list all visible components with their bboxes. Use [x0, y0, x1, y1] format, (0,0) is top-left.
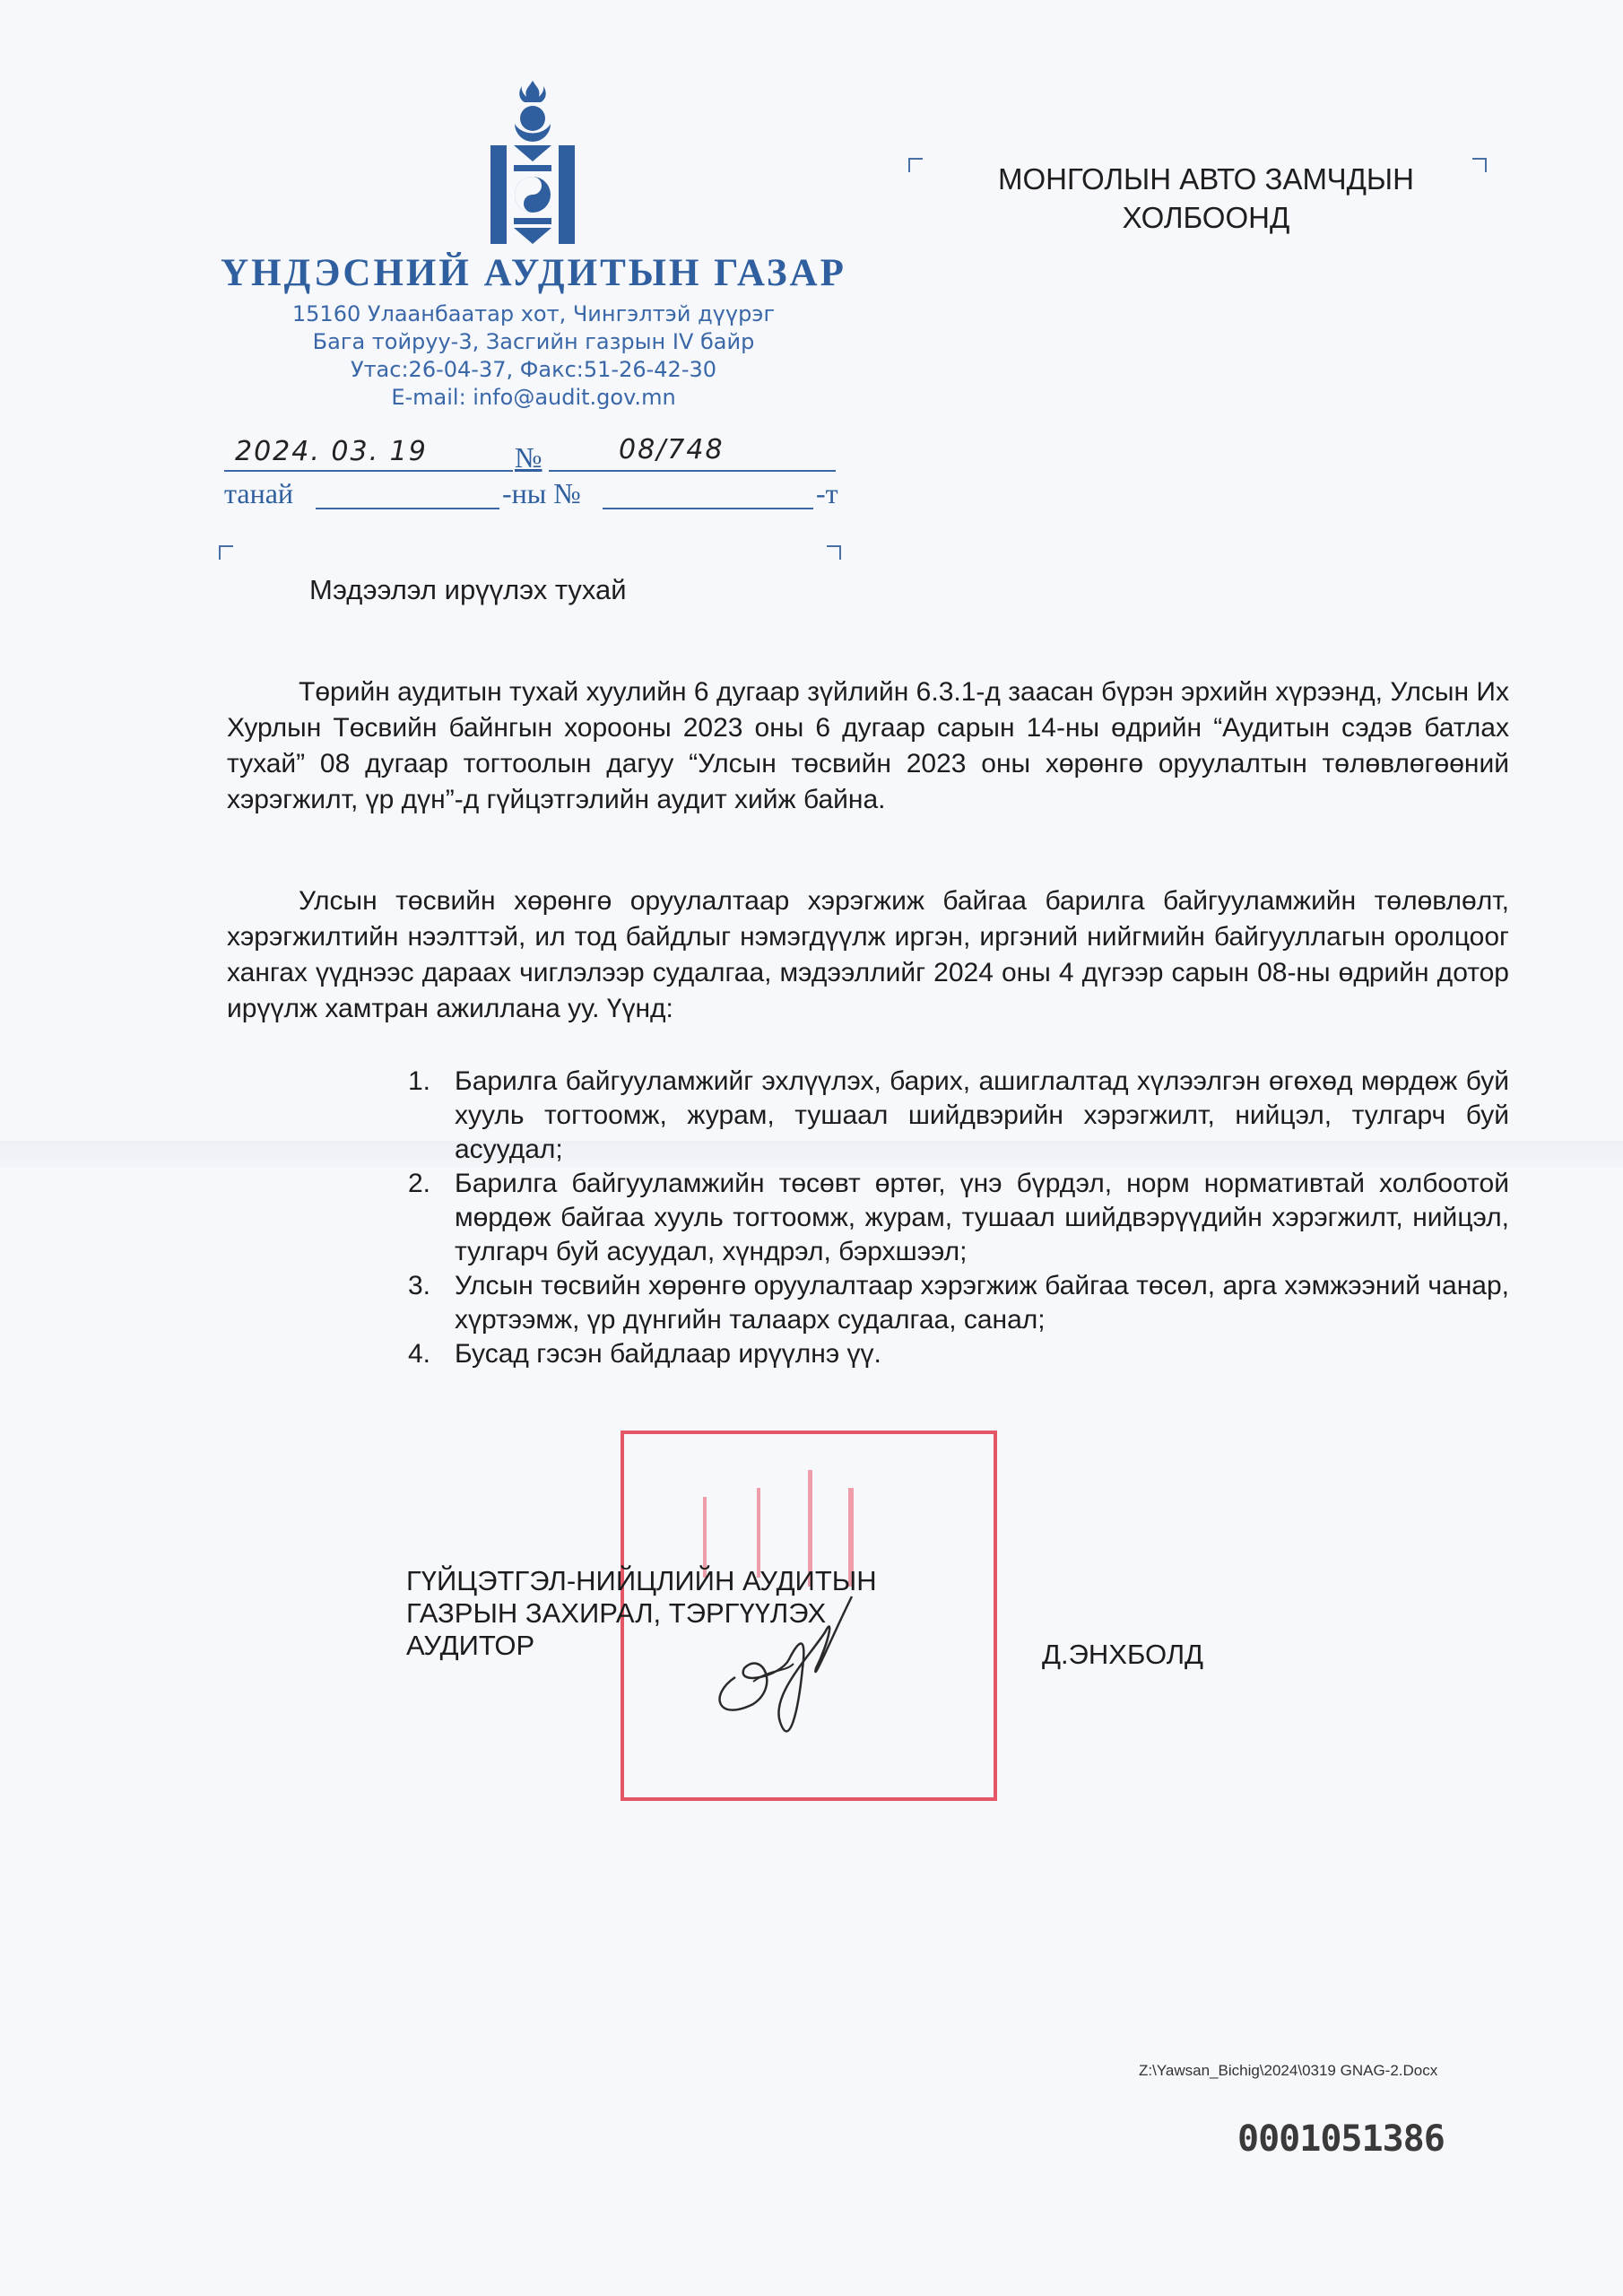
your-ref-suffix: -ны № — [502, 477, 581, 509]
letter-subject: Мэдээлэл ирүүлэх тухай — [309, 574, 627, 605]
signer-name: Д.ЭНХБОЛД — [1042, 1639, 1204, 1670]
number-label: № — [515, 441, 542, 474]
email-line: E-mail: info@audit.gov.mn — [391, 385, 676, 410]
list-item: 3. Улсын төсвийн хөрөнгө оруулалтаар хэрэгжиж байгаа төсөл, арга хэмжээний чанар, хүртээмж, үр дүнгийн талаарх судалгаа, санал; — [408, 1271, 1509, 1335]
corner-bracket-icon — [827, 545, 841, 560]
your-number-field — [603, 508, 813, 509]
list-item: 2. Барилга байгууламжийн төсөвт өртөг, үнэ бүрдэл, норм нормативтай холбоотой мөрдөж байгаа хууль тогтоомж, журам, тушаал шийдвэрүүдийн хэрэгжилт, нийцэл, тулгарч буй асуудал, хүндрэл, бэрхшээл; — [408, 1169, 1509, 1266]
signer-title: ГҮЙЦЭТГЭЛ-НИЙЦЛИЙН АУДИТЫН ГАЗРЫН ЗАХИРАЛ, ТЭРГҮҮЛЭХ АУДИТОР — [406, 1565, 877, 1661]
address-line: Бага тойруу-3, Засгийн газрын IV байр — [312, 329, 755, 354]
corner-bracket-icon — [908, 158, 923, 172]
recipient-line: ХОЛБООНД — [1122, 201, 1290, 234]
recipient-address — [924, 160, 1488, 237]
address-line: 15160 Улаанбаатар хот, Чингэлтэй дүүрэг — [291, 301, 776, 326]
organization-name: ҮНДЭСНИЙ АУДИТЫН ГАЗАР — [221, 252, 846, 294]
body-paragraph: Улсын төсвийн хөрөнгө оруулалтаар хэрэгжиж байгаа барилга байгууламжийн төлөвлөлт, хэрэгжилтийн нээлттэй, ил тод байдлыг нэмэгдүүлж иргэн, иргэний нийгмийн байгууллагын оролцоог хангах үүднээс дараах чиглэлээр судалгаа, мэдээллийг 2024 оны 4 дүгээр сарын 08-ны өдрийн дотор ирүүлж хамтран ажиллана уу. Үүнд: — [227, 886, 1509, 1023]
serial-number: 0001051386 — [1237, 2118, 1445, 2160]
your-date-field — [316, 508, 499, 509]
letter-date: 2024. 03. 19 — [235, 436, 428, 467]
your-ref-label: танай — [224, 477, 294, 509]
document-file-path: Z:\Yawsan_Bichig\2024\0319 GNAG-2.Docx — [1139, 2062, 1438, 2079]
body-paragraph: Төрийн аудитын тухай хуулийн 6 дугаар зүйлийн 6.3.1-д заасан бүрэн эрхийн хүрээнд, Улсын Их Хурлын Төсвийн байнгын хорооны 2023 оны 6 дугаар сарын 14-ны өдрийн “Аудитын сэдэв батлах тухай” 08 дугаар тогтоолын дагуу “Улсын төсвийн 2023 оны хөрөнгө оруулалтын төлөвлөгөөний хэрэгжилт, үр дүн”-д гүйцэтгэлийн аудит хийж байна. — [227, 677, 1509, 814]
list-item: 4. Бусад гэсэн байдлаар ирүүлнэ үү. — [408, 1339, 881, 1369]
number-underline — [549, 470, 836, 472]
phone-fax-line: Утас:26-04-37, Факс:51-26-42-30 — [350, 357, 717, 382]
request-list — [408, 1065, 1509, 1371]
letter-number: 08/748 — [619, 434, 725, 465]
organization-address — [179, 300, 888, 412]
your-ref-end: -т — [816, 477, 838, 509]
recipient-line: МОНГОЛЫН АВТО ЗАМЧДЫН — [998, 162, 1414, 196]
date-underline — [224, 470, 513, 472]
list-item: 1. Барилга байгууламжийг эхлүүлэх, барих, ашиглалтад хүлээлгэн өгөхөд мөрдөж буй хууль тогтоомж, журам, тушаал шийдвэрийн хэрэгжилт, нийцэл, тулгарч буй асуудал; — [408, 1066, 1509, 1164]
soyombo-emblem-icon — [489, 79, 577, 246]
corner-bracket-icon — [219, 545, 233, 560]
